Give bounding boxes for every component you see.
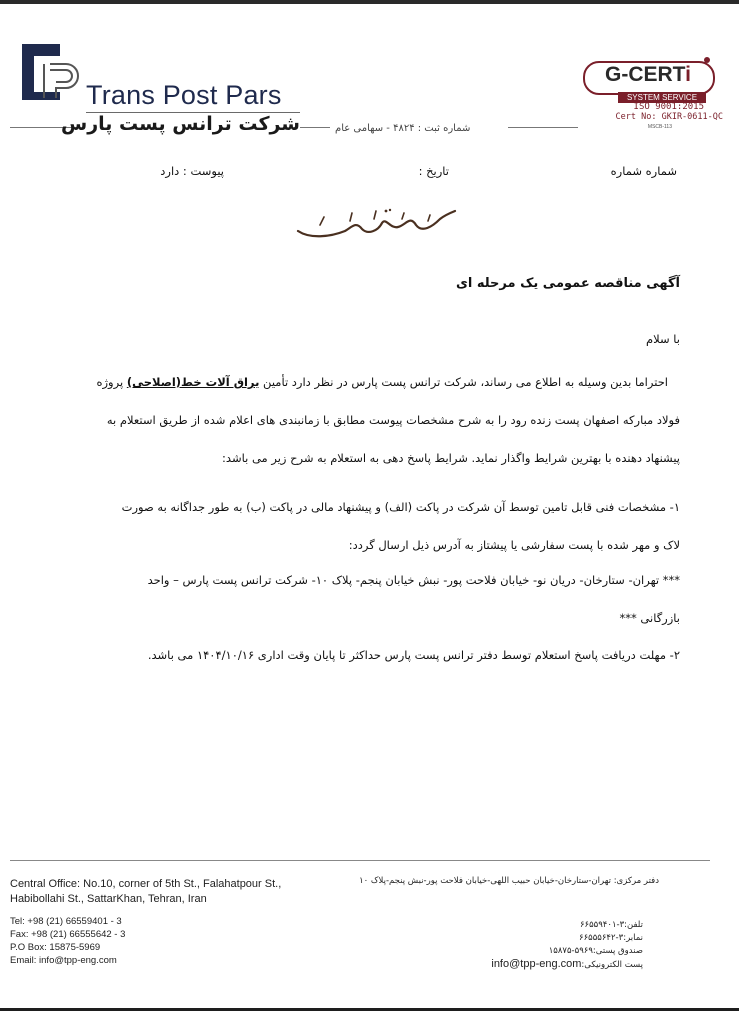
greeting: با سلام (646, 332, 680, 346)
footer-office-en-1: Central Office: No.10, corner of 5th St., Falahatpour St., (10, 878, 282, 890)
footer-tel-en: Tel: +98 (21) 66559401 - 3 (10, 916, 122, 927)
registration-number: شماره ثبت : ۴۸۲۴ - سهامی عام (335, 123, 471, 134)
footer-fax-en: Fax: +98 (21) 66555642 - 3 (10, 929, 126, 940)
cert-number: Cert No: GKIR-0611-QC (615, 112, 723, 122)
cert-brand-suffix: i (685, 63, 691, 86)
paragraph-1-line-3: پیشنهاد دهنده با بهترین شرایط واگذار نماید. شرایط پاسخ دهی به استعلام به شرح زیر می باشد: (222, 451, 680, 465)
tpp-logo-icon (20, 42, 86, 100)
footer-email-fa (491, 958, 643, 970)
address-line-2: بازرگانی *** (619, 611, 680, 625)
footer-rule (10, 860, 710, 861)
top-edge-bar (0, 0, 739, 4)
header-rule-mid-left (300, 127, 330, 128)
company-name-en: Trans Post Pars (86, 80, 282, 110)
p1-text-c: پروژه (96, 375, 127, 389)
address-line-1: *** تهران- ستارخان- دریان نو- خیابان فلاحت پور- نبش خیابان پنجم- پلاک ۱۰- شرکت ترانس پست پارس – واحد (147, 573, 680, 587)
footer-email-en[interactable]: Email: info@tpp-eng.com (10, 955, 117, 966)
cert-brand (578, 63, 718, 87)
item-1-line-1: ۱- مشخصات فنی قابل تامین توسط آن شرکت در پاکت (الف) و پیشنهاد مالی در پاکت (ب) به طور جداگانه به صورت (121, 500, 680, 514)
footer-tel-fa: تلفن:۳-۶۶۵۵۹۴۰۱ (579, 920, 643, 930)
letter-date: تاریخ : (418, 164, 449, 178)
cert-mscb: MSCB-113 (647, 124, 672, 130)
item-2: ۲- مهلت دریافت پاسخ استعلام توسط دفتر ترانس پست پارس حداکثر تا پایان وقت اداری ۱۴۰۴/۱۰/۱۶ می باشد. (147, 648, 680, 662)
motto-calligraphy (290, 205, 460, 245)
paragraph-1-line-1 (96, 375, 668, 389)
p1-text-a: احتراما بدین وسیله به اطلاع می رساند، شرکت ترانس پست پارس در نظر دارد تأمین (259, 375, 668, 389)
cert-iso: ISO 9001:2015 (633, 102, 704, 112)
notice-title: آگهی مناقصه عمومی یک مرحله ای (455, 276, 680, 291)
footer-office-en-2: Habibollahi St., SattarKhan, Tehran, Iran (10, 893, 207, 905)
letter-number: شماره شماره (610, 164, 677, 178)
footer-fax-fa: نمابر:۳-۶۶۵۵۵۶۴۲ (579, 933, 643, 943)
header-rule-right (508, 127, 578, 128)
bottom-edge-bar (0, 1008, 739, 1011)
paragraph-1-line-2: فولاد مبارکه اصفهان پست زنده رود را به شرح مشخصات پیوست مطابق با زمانبندی های اعلام شده از طریق استعلام به (106, 413, 680, 427)
p1-item-highlight: یراق آلات خط(اصلاحی) (126, 375, 260, 389)
cert-brand-prefix: G-CERT (605, 63, 686, 86)
footer-email-label-fa: پست الکترونیکی: (581, 960, 643, 970)
company-name-fa: شرکت ترانس پست پارس (61, 113, 300, 135)
footer-pobox-en: P.O Box: 15875-5969 (10, 942, 101, 953)
item-1-line-2: لاک و مهر شده با پست سفارشی یا پیشتاز به آدرس ذیل ارسال گردد: (348, 538, 680, 552)
certificate-badge (578, 57, 723, 130)
cert-service-label: SYSTEM SERVICE (618, 92, 706, 103)
letter-attachment: پیوست : دارد (160, 164, 224, 178)
footer-pobox-fa: صندوق پستی:۵۹۶۹-۱۵۸۷۵ (548, 946, 643, 956)
footer-office-fa: دفتر مرکزی: تهران-ستارخان-خیابان حبیب اللهی-خیابان فلاحت پور-نبش پنجم-پلاک ۱۰ (359, 876, 659, 886)
footer-email-fa-link[interactable]: info@tpp-eng.com (491, 958, 582, 970)
